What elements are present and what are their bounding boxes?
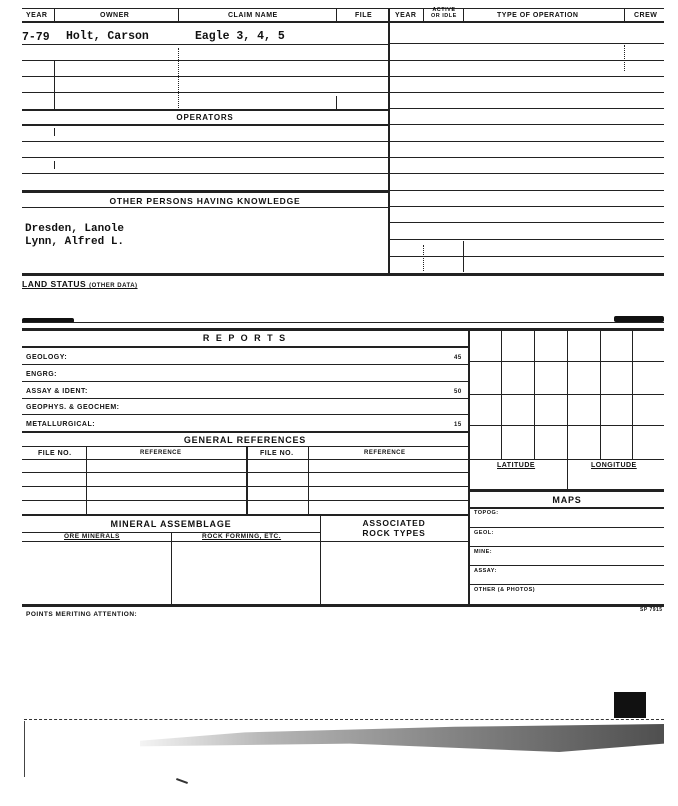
- row-line: [390, 157, 664, 158]
- row-line: [22, 157, 388, 158]
- col-year: YEAR: [26, 12, 48, 19]
- row-line: [390, 108, 664, 109]
- grid-line: [534, 330, 535, 460]
- scan-smudge: [140, 724, 664, 752]
- grid-line: [470, 459, 664, 460]
- row-line: [22, 459, 468, 460]
- row-line: [22, 414, 468, 415]
- row-line: [390, 222, 664, 223]
- report-geology-label: GEOLOGY:: [26, 354, 68, 361]
- operators-title: OPERATORS: [176, 113, 234, 122]
- row-line: [22, 141, 388, 142]
- row-line: [390, 124, 664, 125]
- row-line: [22, 173, 388, 174]
- row-line: [470, 546, 664, 547]
- row-line: [390, 60, 664, 61]
- ref-reference-1: REFERENCE: [140, 450, 182, 456]
- row-line: [390, 43, 664, 44]
- row-line: [470, 565, 664, 566]
- maps-title: MAPS: [552, 495, 582, 505]
- row-line: [22, 446, 468, 447]
- grid-line: [600, 330, 601, 460]
- col-active-or-idle: [431, 7, 457, 19]
- top-border: [22, 8, 664, 9]
- col-claim-name: CLAIM NAME: [228, 12, 278, 19]
- row-line: [22, 381, 468, 382]
- report-geophys-label: GEOPHYS. & GEOCHEM:: [26, 404, 120, 411]
- header-bottom-border: [22, 21, 664, 23]
- row-line: [470, 584, 664, 585]
- divider: [54, 9, 55, 21]
- general-references-title: GENERAL REFERENCES: [183, 435, 307, 445]
- divider: [463, 9, 464, 21]
- divider: [624, 9, 625, 21]
- col-active-line1: ACTIVE: [432, 7, 456, 13]
- reports-title: R E P O R T S: [202, 333, 288, 343]
- grid-line: [632, 330, 633, 460]
- land-status-title: [22, 279, 138, 289]
- grid-line: [470, 394, 664, 395]
- row-line: [22, 364, 468, 365]
- grid-line: [470, 489, 664, 492]
- longitude-label: LONGITUDE: [591, 462, 637, 469]
- divider: [54, 128, 55, 136]
- col-year-2: YEAR: [395, 12, 417, 19]
- scan-line: [24, 719, 664, 722]
- divider: [54, 161, 55, 169]
- row-line: [22, 398, 468, 399]
- associated-line1: ASSOCIATED: [362, 518, 426, 528]
- row-line: [22, 124, 388, 126]
- scan-block: [614, 692, 646, 718]
- ref-reference-2: REFERENCE: [364, 450, 406, 456]
- map-geol-label: GEOL:: [474, 530, 494, 536]
- map-assay-label: ASSAY:: [474, 568, 497, 574]
- row-line: [22, 60, 388, 61]
- land-status-label: LAND STATUS: [22, 279, 87, 289]
- row-line: [390, 141, 664, 142]
- row-line: [22, 346, 468, 348]
- row-line: [390, 190, 664, 191]
- form-code: SP 7915: [640, 607, 663, 613]
- rock-forming-label: ROCK FORMING, ETC.: [202, 533, 282, 540]
- mineral-assemblage-title: MINERAL ASSEMBLAGE: [110, 519, 232, 529]
- col-owner: OWNER: [100, 12, 130, 19]
- report-assay-code: 50: [454, 389, 462, 395]
- divider: [423, 9, 424, 21]
- grid-line: [501, 330, 502, 460]
- row-line: [470, 527, 664, 528]
- scan-line: [24, 721, 25, 777]
- section-line: [22, 273, 664, 276]
- report-geology-code: 45: [454, 355, 462, 361]
- other-person[interactable]: Lynn, Alfred L.: [25, 236, 125, 248]
- divider: [171, 532, 172, 604]
- section-line: [22, 322, 664, 323]
- scan-speck: [176, 778, 188, 784]
- row-line: [390, 76, 664, 77]
- main-divider: [388, 9, 390, 275]
- row-line: [390, 256, 664, 257]
- grid-line: [567, 330, 568, 490]
- divider: [54, 60, 55, 110]
- owner-row-claim-name[interactable]: Eagle 3, 4, 5: [195, 30, 285, 43]
- divider: [336, 96, 337, 110]
- land-status-sub: (OTHER DATA): [89, 283, 138, 289]
- report-engrg-label: ENGRG:: [26, 371, 57, 378]
- main-divider: [468, 328, 470, 604]
- divider: [423, 245, 424, 271]
- col-file: FILE: [355, 12, 373, 19]
- row-line: [22, 472, 468, 473]
- row-line: [22, 431, 468, 433]
- col-crew: CREW: [634, 12, 658, 19]
- grid-line: [470, 425, 664, 426]
- row-line: [390, 92, 664, 93]
- associated-rock-types-title: [320, 518, 468, 538]
- divider: [246, 446, 248, 514]
- row-line: [470, 507, 664, 509]
- divider: [624, 45, 625, 71]
- owner-row-owner[interactable]: Holt, Carson: [66, 30, 149, 43]
- divider: [463, 241, 464, 272]
- map-mine-label: MINE:: [474, 549, 493, 555]
- row-line: [22, 541, 468, 542]
- ref-file-no-1: FILE NO.: [38, 450, 72, 457]
- divider: [86, 446, 87, 514]
- row-line: [22, 500, 468, 501]
- row-line: [390, 206, 664, 207]
- points-meriting-attention-label: POINTS MERITING ATTENTION:: [26, 611, 138, 618]
- owner-row-year[interactable]: 7-79: [22, 31, 50, 44]
- other-persons-title: OTHER PERSONS HAVING KNOWLEDGE: [109, 196, 301, 206]
- divider: [178, 48, 179, 110]
- divider: [308, 446, 309, 514]
- ore-minerals-label: ORE MINERALS: [64, 533, 120, 540]
- latitude-label: LATITUDE: [497, 462, 536, 469]
- report-metallurgical-label: METALLURGICAL:: [26, 421, 96, 428]
- divider: [178, 9, 179, 21]
- divider: [336, 9, 337, 21]
- row-line: [22, 514, 468, 516]
- row-line: [22, 76, 388, 77]
- associated-line2: ROCK TYPES: [362, 528, 426, 538]
- other-person[interactable]: Dresden, Lanole: [25, 223, 125, 235]
- row-line: [22, 109, 388, 111]
- col-type-of-operation: TYPE OF OPERATION: [497, 12, 579, 19]
- row-line: [22, 207, 388, 208]
- row-line: [22, 44, 388, 45]
- map-other-label: OTHER (& PHOTOS): [474, 587, 536, 593]
- report-assay-label: ASSAY & IDENT:: [26, 388, 88, 395]
- section-line: [22, 604, 664, 607]
- row-line: [22, 486, 468, 487]
- grid-line: [470, 361, 664, 362]
- ref-file-no-2: FILE NO.: [260, 450, 294, 457]
- col-active-line2: OR IDLE: [431, 13, 457, 19]
- row-line: [22, 92, 388, 93]
- report-metallurgical-code: 15: [454, 422, 462, 428]
- map-topog-label: TOPOG:: [474, 510, 499, 516]
- row-line: [22, 190, 388, 193]
- row-line: [390, 239, 664, 240]
- row-line: [390, 173, 664, 174]
